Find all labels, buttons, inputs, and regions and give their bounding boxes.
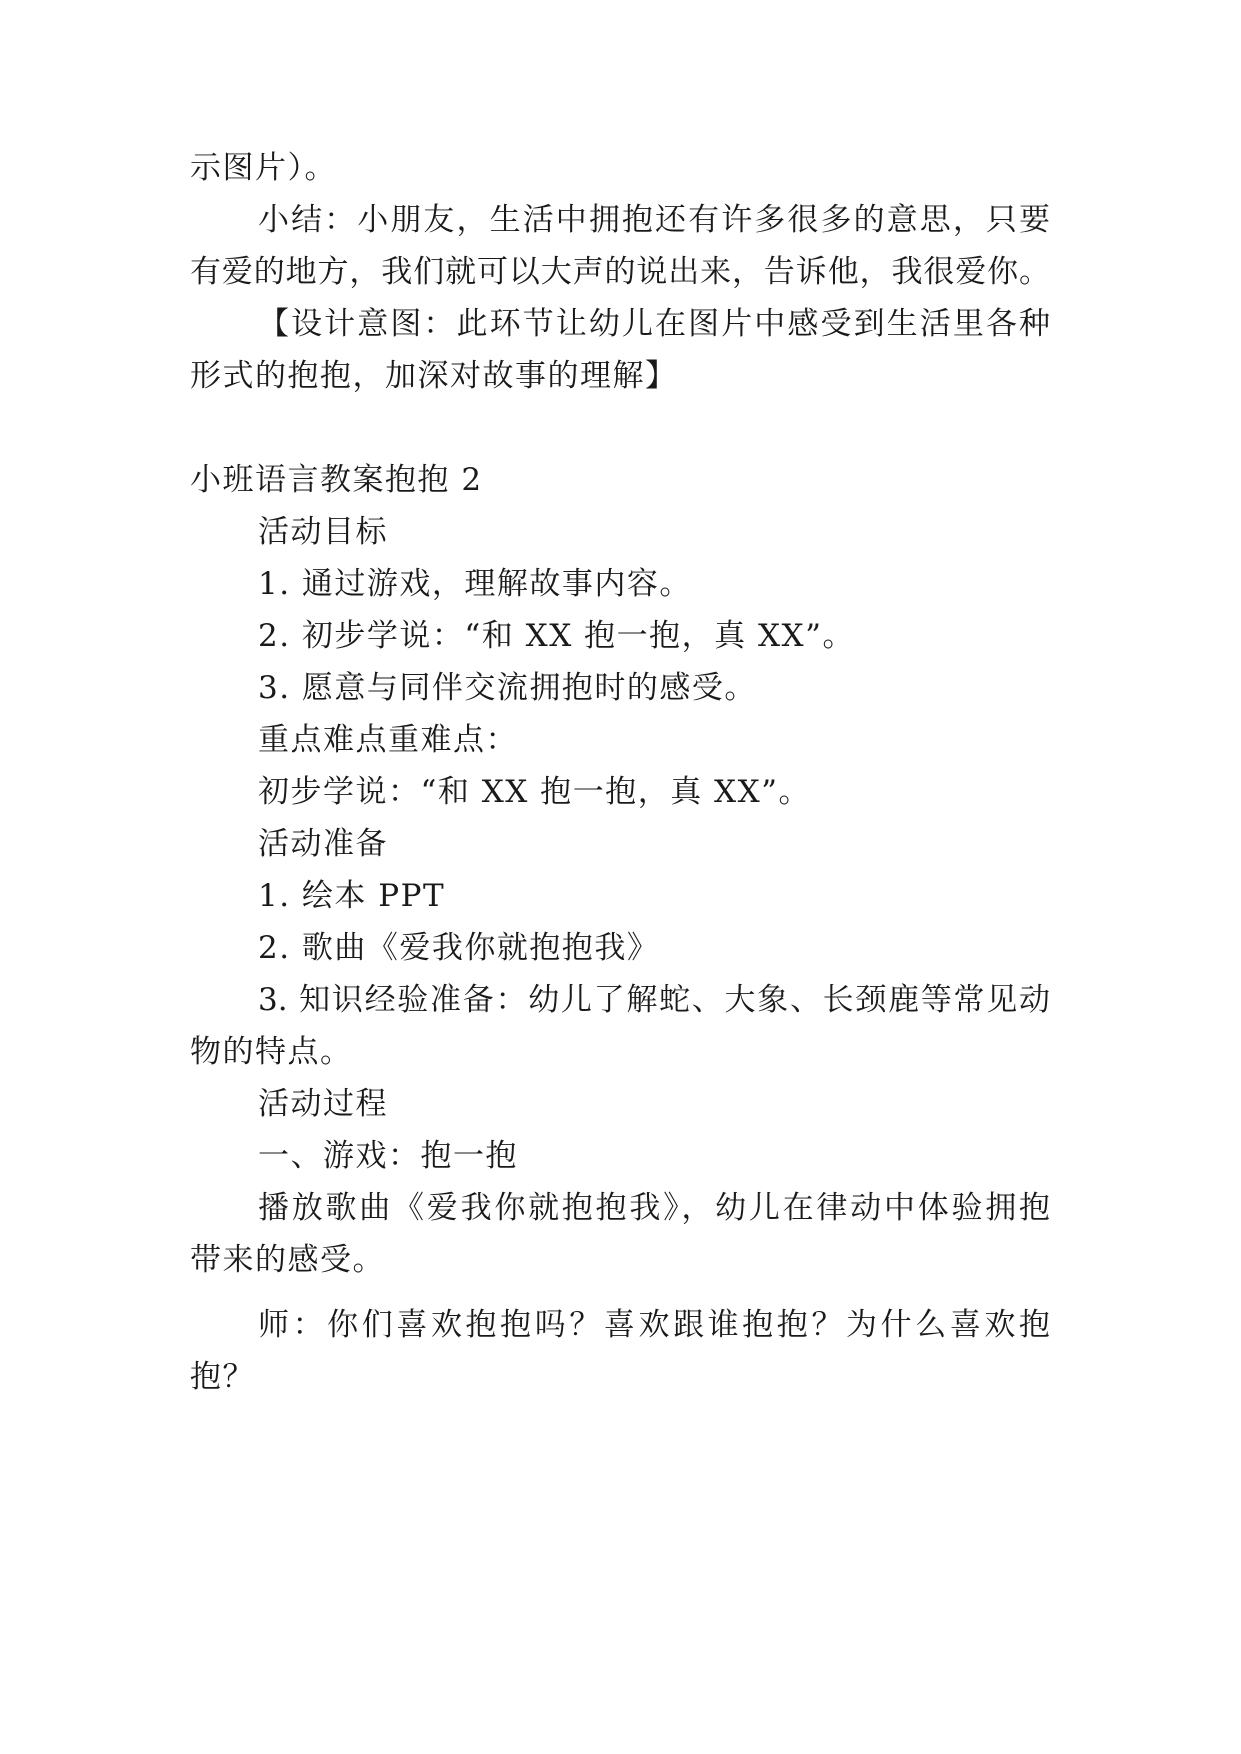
text-line: 小结：小朋友，生活中拥抱还有许多很多的意思，只要: [258, 202, 1050, 238]
text-line: 活动过程: [258, 1086, 388, 1122]
text-line: 重点难点重难点：: [258, 722, 518, 758]
text-line: 形式的抱抱，加深对故事的理解】: [190, 358, 678, 394]
text-line: 示图片）。: [190, 150, 337, 186]
text-line: 2. 初步学说：“和 XX 抱一抱，真 XX”。: [258, 618, 855, 654]
text-line: 有爱的地方，我们就可以大声的说出来，告诉他，我很爱你。: [190, 254, 1050, 290]
text-line: 活动目标: [258, 514, 388, 550]
text-line: 物的特点。: [190, 1034, 353, 1070]
text-line: 一、游戏：抱一抱: [258, 1138, 518, 1174]
text-line: 活动准备: [258, 826, 388, 862]
text-line: 初步学说：“和 XX 抱一抱，真 XX”。: [258, 774, 812, 810]
text-line: 2. 歌曲《爱我你就抱抱我》: [258, 930, 660, 966]
section-title: 小班语言教案抱抱 2: [190, 462, 483, 498]
text-line: 播放歌曲《爱我你就抱抱我》，幼儿在律动中体验拥抱: [258, 1190, 1050, 1226]
text-line: 3. 愿意与同伴交流拥抱时的感受。: [258, 670, 757, 706]
text-line: 1. 通过游戏，理解故事内容。: [258, 566, 692, 602]
text-line: 抱？: [190, 1359, 255, 1395]
text-line: 3. 知识经验准备：幼儿了解蛇、大象、长颈鹿等常见动: [258, 982, 1050, 1018]
text-line: 师：你们喜欢抱抱吗？喜欢跟谁抱抱？为什么喜欢抱: [258, 1307, 1050, 1343]
text-line: 【设计意图：此环节让幼儿在图片中感受到生活里各种: [258, 306, 1050, 342]
text-line: 带来的感受。: [190, 1242, 385, 1278]
text-line: 1. 绘本 PPT: [258, 878, 446, 914]
